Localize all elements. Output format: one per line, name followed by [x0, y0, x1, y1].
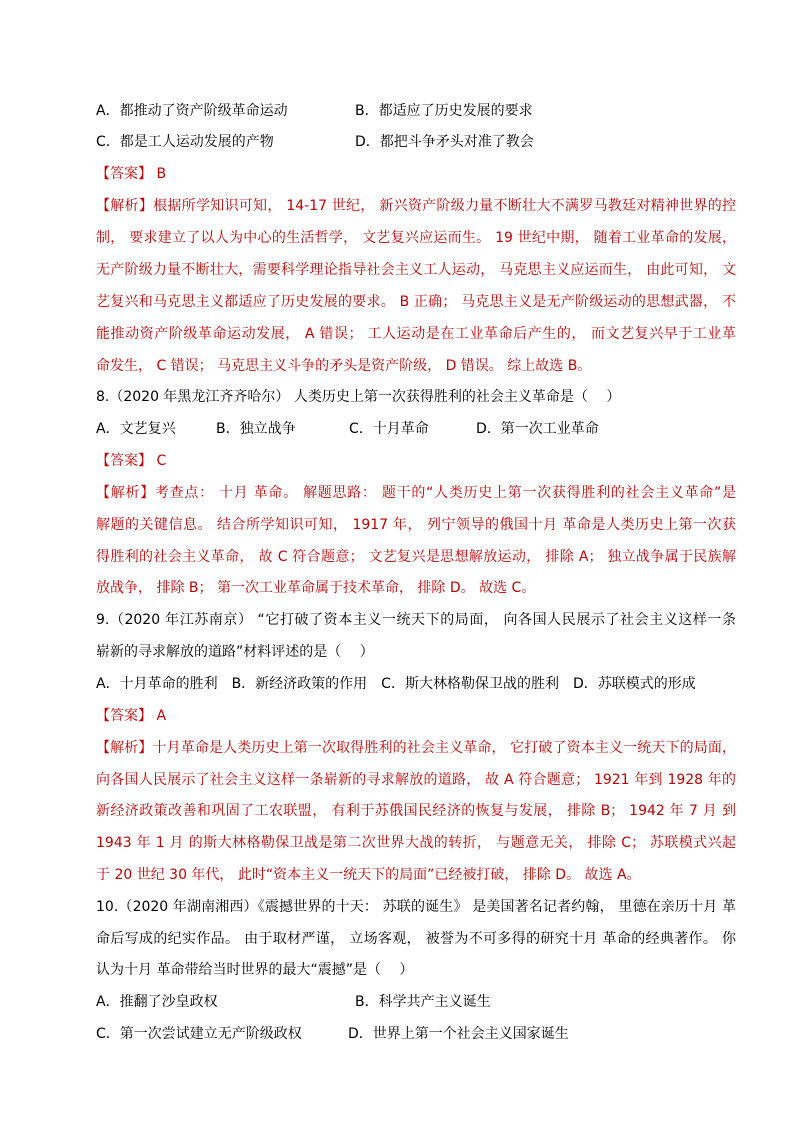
q9-analysis-line: 新经济政策改善和巩固了工农联盟， 有利于苏俄国民经济的恢复与发展， 排除 B； 1942 年 7 月 到 [96, 803, 736, 819]
q8-answer [96, 451, 166, 471]
q9-analysis-line: 于 20 世纪 30 年代， 此时“资本主义一统天下的局面”已经被打破， 排除 D。 故选 A。 [96, 867, 641, 883]
q8-analysis-line: 得胜利的社会主义革命， 故 C 符合题意； 文艺复兴是思想解放运动， 排除 A； 独立战争属于民族解 [96, 549, 736, 565]
q10-stem-line: 认为十月 革命带给当时世界的最大“震撼”是（ ） [96, 962, 414, 978]
answer-tag: 【答案】 [96, 166, 152, 182]
q8-option-b: B．独立战争 [216, 421, 296, 437]
q7-analysis-line: 【解析】根据所学知识可知， 14-17 世纪， 新兴资产阶级力量不断壮大不满罗马教廷对精神世界的控 [96, 198, 736, 214]
q7-analysis-line: 能推动资产阶级革命运动发展， A 错误； 工人运动是在工业革命后产生的， 而文艺复兴早于工业革 [96, 326, 736, 342]
q8-analysis-line: 【解析】考查点： 十月 革命。 解题思路： 题干的“人类历史上第一次获得胜利的社会主义革命”是 [96, 485, 736, 501]
q10-option-c: C．第一次尝试建立无产阶级政权 [96, 1026, 302, 1042]
q8-analysis-line: 解题的关键信息。 结合所学知识可知， 1917 年， 列宁领导的俄国十月 革命是人类历史上第一次获 [96, 517, 736, 533]
q7-analysis-line: 无产阶级力量不断壮大，需要科学理论指导社会主义工人运动， 马克思主义应运而生， 由此可知， 文 [96, 262, 736, 278]
q8-option-a: A．文艺复兴 [96, 421, 176, 437]
q9-stem-line: 崭新的寻求解放的道路”材料评述的是（ ） [96, 644, 374, 660]
q7-analysis-line: 艺复兴和马克思主义都适应了历史发展的要求。 B 正确； 马克思主义是无产阶级运动的思想武器， 不 [96, 294, 736, 310]
q7-option-a: A．都推动了资产阶级革命运动 [96, 103, 288, 119]
q8-analysis-line: 放战争， 排除 B； 第一次工业革命属于技术革命， 排除 D。 故选 C。 [96, 580, 536, 596]
answer-value: C [156, 453, 167, 469]
answer-value: A [156, 708, 167, 724]
q7-analysis-line: 命发生， C 错误； 马克思主义斗争的矛头是资产阶级， D 错误。 综上故选 B。 [96, 358, 592, 374]
answer-tag: 【答案】 [96, 708, 152, 724]
q10-option-a: A．推翻了沙皇政权 [96, 994, 218, 1010]
q10-stem-line: 10.（2020 年湖南湘西）《震撼世界的十天： 苏联的诞生》 是美国著名记者约翰， 里德在亲历十月 革 [96, 899, 736, 915]
q7-option-d: D．都把斗争矛头对准了教会 [355, 134, 534, 150]
q10-option-d: D．世界上第一个社会主义国家诞生 [348, 1026, 569, 1042]
q10-option-b: B．科学共产主义诞生 [355, 994, 491, 1010]
q9-options: A．十月革命的胜利 B．新经济政策的作用 C．斯大林格勒保卫战的胜利 D．苏联模式的形成 [96, 676, 696, 692]
q7-analysis-line: 制， 要求建立了以人为中心的生活哲学， 文艺复兴应运而生。 19 世纪中期， 随着工业革命的发展， [96, 230, 736, 246]
answer-value: B [156, 166, 167, 182]
q9-analysis-line: 向各国人民展示了社会主义这样一条崭新的寻求解放的道路， 故 A 符合题意； 1921 年到 1928 年的 [96, 772, 736, 788]
q9-analysis-line: 1943 年 1 月 的斯大林格勒保卫战是第二次世界大战的转折， 与题意无关， 排除 C； 苏联模式兴起 [96, 835, 736, 851]
q8-option-d: D．第一次工业革命 [476, 421, 599, 437]
q9-stem-line: 9.（2020 年江苏南京） “它打破了资本主义一统天下的局面， 向各国人民展示了社会主义这样一条 [96, 612, 736, 628]
q7-option-b: B．都适应了历史发展的要求 [355, 103, 533, 119]
q7-answer [96, 164, 166, 184]
q9-answer [96, 706, 166, 726]
q7-option-c: C．都是工人运动发展的产物 [96, 134, 274, 150]
answer-tag: 【答案】 [96, 453, 152, 469]
q8-option-c: C．十月革命 [349, 421, 429, 437]
q9-analysis-line: 【解析】十月革命是人类历史上第一次取得胜利的社会主义革命， 它打破了资本主义一统天下的局面， [96, 740, 736, 756]
q8-stem: 8.（2020 年黑龙江齐齐哈尔） 人类历史上第一次获得胜利的社会主义革命是（ ） [96, 389, 621, 405]
q10-stem-line: 命后写成的纪实作品。 由于取材严谨， 立场客观， 被誉为不可多得的研究十月 革命的经典著作。 你 [96, 931, 736, 947]
